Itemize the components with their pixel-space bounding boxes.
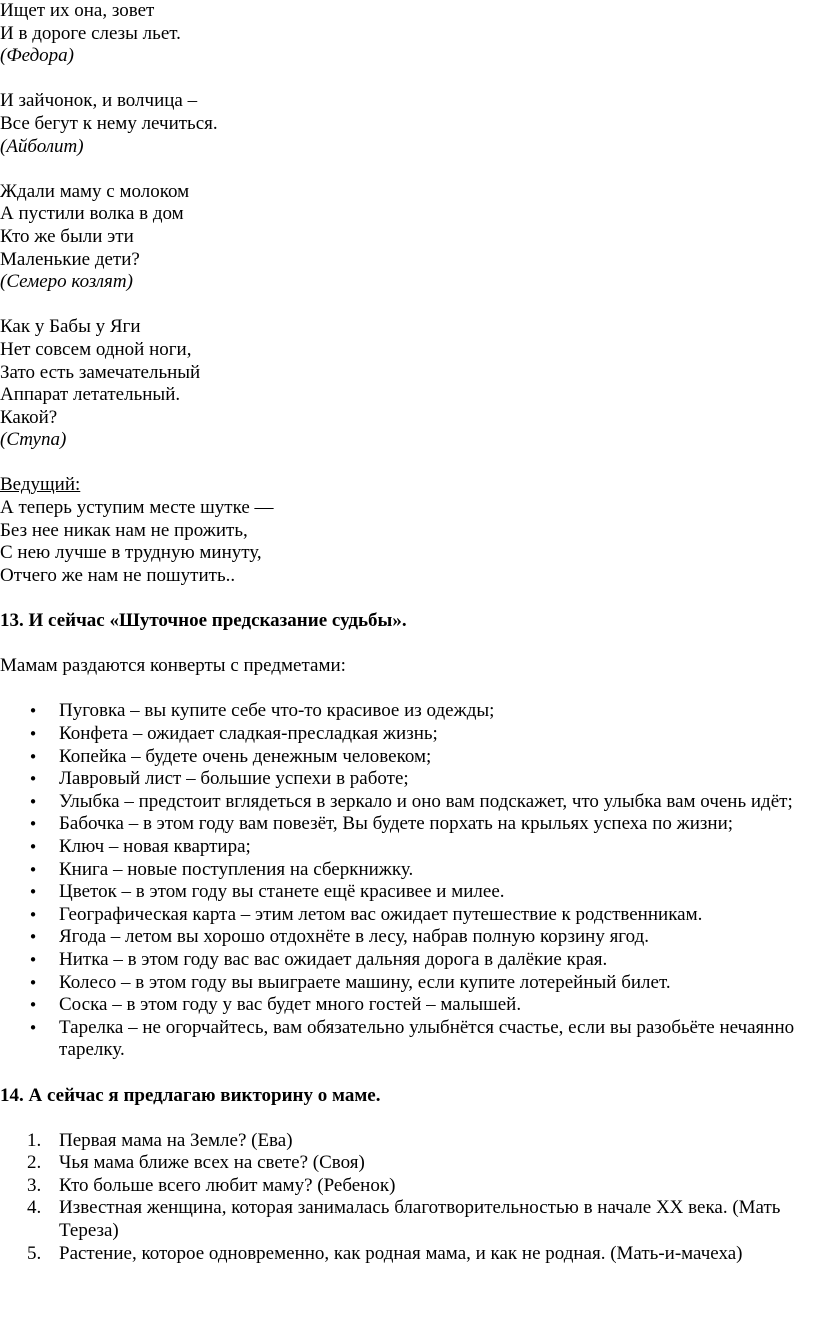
item-number: 3. <box>27 1174 42 1196</box>
spacer <box>0 452 816 475</box>
bullet-icon: • <box>28 815 38 834</box>
riddle-answer: (Айболит) <box>0 135 84 157</box>
list-item: • Цветок – в этом году вы станете ещё красивее и милее. <box>28 881 505 903</box>
bullet-icon: • <box>28 883 38 902</box>
list-item: • Бабочка – в этом году вам повезёт, Вы будете порхать на крыльях успеха по жизни; <box>28 813 734 835</box>
bullet-icon: • <box>28 860 38 879</box>
list-item: • Нитка – в этом году вас вас ожидает дальняя дорога в далёкие края. <box>28 948 608 970</box>
riddle-line: И зайчонок, и волчица – <box>0 90 198 112</box>
list-item: • Колесо – в этом году вы выиграете машину, если купите лотерейный билет. <box>28 971 671 993</box>
list-item: 5. Растение, которое одновременно, как родная мама, и как не родная. (Мать-и-мачеха) <box>27 1242 743 1264</box>
list-item: • Книга – новые поступления на сберкнижку. <box>28 858 414 880</box>
riddle-answer: (Федора) <box>0 45 75 67</box>
list-item: • Ягода – летом вы хорошо отдохнёте в лесу, набрав полную корзину ягод. <box>28 926 649 948</box>
bullet-icon: • <box>28 950 38 969</box>
host-label: Ведущий: <box>0 474 81 496</box>
host-verse <box>0 474 816 587</box>
list-item: • Географическая карта – этим летом вас ожидает путешествие к родственникам. <box>28 903 703 925</box>
bullet-icon: • <box>28 702 38 721</box>
bullet-icon: • <box>28 747 38 766</box>
quiz-list <box>0 1130 816 1266</box>
riddle-line: Ждали маму с молоком <box>0 180 190 202</box>
list-item: 3. Кто больше всего любит маму? (Ребенок) <box>27 1174 396 1196</box>
spacer <box>0 158 816 181</box>
riddle-line: Какой? <box>0 406 58 428</box>
list-item: • Тарелка – не огорчайтесь, вам обязательно улыбнётся счастье, если вы разобьёте нечаянно тарелку. <box>28 1016 795 1061</box>
bullet-icon: • <box>28 725 38 743</box>
bullet-icon: • <box>28 996 38 1015</box>
section-13-intro: Мамам раздаются конверты с предметами: <box>0 655 346 677</box>
bullet-icon: • <box>28 928 38 947</box>
riddle-line: Зато есть замечательный <box>0 361 201 383</box>
host-line: С нею лучше в трудную минуту, <box>0 542 262 564</box>
list-item: • Соска – в этом году у вас будет много гостей – малышей. <box>28 994 522 1016</box>
riddle-line: И в дороге слезы льет. <box>0 22 181 44</box>
riddle-1 <box>0 0 816 68</box>
list-item: • Лавровый лист – большие успехи в работе; <box>28 768 409 790</box>
riddle-line: Маленькие дети? <box>0 248 140 270</box>
riddle-line: Кто же были эти <box>0 225 134 247</box>
list-item: 2. Чья мама ближе всех на свете? (Своя) <box>27 1152 365 1174</box>
section-14-heading: 14. А сейчас я предлагаю викторину о маме. <box>0 1084 381 1106</box>
spacer <box>0 1062 816 1085</box>
host-line: Отчего же нам не пошутить.. <box>0 564 236 586</box>
riddle-line: Ищет их она, зовет <box>0 0 155 21</box>
list-item: 1. Первая мама на Земле? (Ева) <box>27 1129 293 1151</box>
spacer <box>0 678 816 701</box>
prediction-list <box>0 700 816 1062</box>
section-13-heading: 13. И сейчас «Шуточное предсказание судьбы». <box>0 610 407 632</box>
item-number: 2. <box>27 1152 42 1174</box>
host-line: А теперь уступим месте шутке — <box>0 497 274 519</box>
spacer <box>0 587 816 610</box>
bullet-icon: • <box>28 973 38 992</box>
riddle-line: Нет совсем одной ноги, <box>0 338 192 360</box>
item-number: 1. <box>27 1129 42 1151</box>
riddle-2 <box>0 90 816 158</box>
riddle-3 <box>0 181 816 294</box>
riddle-line: А пустили волка в дом <box>0 203 184 225</box>
list-item: • Улыбка – предстоит вглядеться в зеркало и оно вам подскажет, что улыбка вам очень идёт; <box>28 790 793 812</box>
list-item: • Пуговка – вы купите себе что-то красивое из одежды; <box>28 700 495 722</box>
list-item: • Конфета – ожидает сладкая-пресладкая жизнь; <box>28 723 438 744</box>
bullet-icon: • <box>28 1018 38 1037</box>
bullet-icon: • <box>28 837 38 856</box>
riddle-answer: (Ступа) <box>0 429 67 451</box>
riddle-4 <box>0 316 816 452</box>
item-number: 5. <box>27 1242 42 1264</box>
list-item: 4. Известная женщина, которая занималась благотворительностью в начале XX века. (Мать Тереза) <box>27 1197 781 1242</box>
host-line: Без нее никак нам не прожить, <box>0 519 248 541</box>
riddle-line: Как у Бабы у Яги <box>0 316 141 338</box>
list-item: • Ключ – новая квартира; <box>28 835 251 857</box>
spacer <box>0 633 816 656</box>
bullet-icon: • <box>28 770 38 789</box>
spacer <box>0 294 816 317</box>
list-item: • Копейка – будете очень денежным человеком; <box>28 745 432 767</box>
item-number: 4. <box>27 1197 42 1219</box>
riddle-line: Все бегут к нему лечиться. <box>0 112 218 134</box>
spacer <box>0 68 816 91</box>
spacer <box>0 1107 816 1130</box>
bullet-icon: • <box>28 905 38 924</box>
bullet-icon: • <box>28 792 38 811</box>
riddle-answer: (Семеро козлят) <box>0 271 133 293</box>
riddle-line: Аппарат летательный. <box>0 384 181 406</box>
